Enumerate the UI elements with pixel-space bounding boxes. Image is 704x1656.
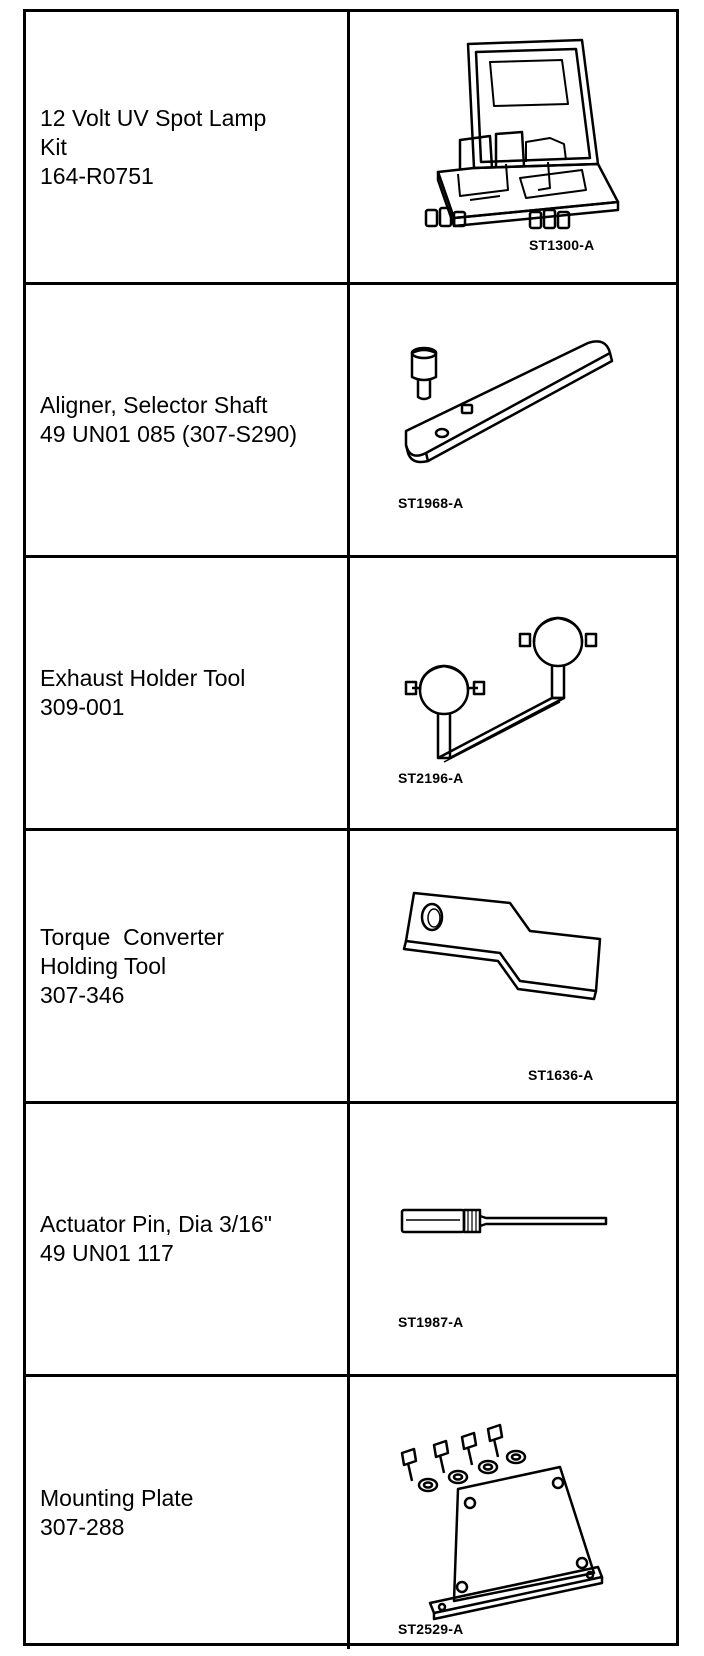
- illustration-code: ST1300-A: [529, 237, 595, 253]
- tool-description-cell: [26, 831, 350, 1101]
- uv-lamp-kit-icon: [350, 12, 676, 282]
- tool-description: [40, 1210, 272, 1268]
- tool-description: [40, 1484, 193, 1542]
- tool-description-cell: [26, 285, 350, 555]
- tool-row: [26, 1104, 676, 1377]
- tool-name-line: Actuator Pin, Dia 3/16": [40, 1211, 272, 1237]
- illustration-code: ST2196-A: [398, 770, 464, 786]
- mounting-plate-icon: [350, 1377, 676, 1647]
- tool-illustration-cell: [350, 12, 676, 282]
- tool-row: [26, 1377, 676, 1649]
- tool-name-line: Holding Tool: [40, 952, 167, 979]
- tool-name-line: Mounting Plate: [40, 1485, 194, 1511]
- tool-illustration-cell: [350, 1104, 676, 1374]
- tool-description-cell: [26, 12, 350, 282]
- tool-name-line: 12 Volt UV Spot Lamp: [40, 104, 267, 131]
- tool-row: [26, 285, 676, 558]
- tool-illustration-cell: [350, 1377, 676, 1649]
- tool-description-cell: [26, 558, 350, 828]
- tool-name-line: Kit: [40, 133, 67, 160]
- tool-row: [26, 12, 676, 285]
- tool-number: 307-288: [40, 1514, 125, 1540]
- special-tools-table: [23, 9, 679, 1646]
- illustration-code: ST2529-A: [398, 1621, 464, 1637]
- tool-number: 307-346: [40, 981, 125, 1008]
- exhaust-holder-icon: [350, 558, 676, 828]
- tool-number: 164-R0751: [40, 162, 154, 189]
- tool-description-cell: [26, 1377, 350, 1649]
- tool-description: [40, 923, 224, 1010]
- actuator-pin-icon: [350, 1104, 676, 1374]
- tool-illustration-cell: [350, 285, 676, 555]
- tool-description: [40, 104, 266, 191]
- tool-row: [26, 831, 676, 1104]
- tool-number: 49 UN01 117: [40, 1240, 174, 1266]
- tool-description: [40, 664, 245, 722]
- illustration-code: ST1987-A: [398, 1314, 464, 1330]
- tool-number: 49 UN01 085 (307-S290): [40, 421, 297, 447]
- tool-description-cell: [26, 1104, 350, 1374]
- tool-row: [26, 558, 676, 831]
- tool-illustration-cell: [350, 558, 676, 828]
- illustration-code: ST1636-A: [528, 1067, 594, 1083]
- tool-name-line: Aligner, Selector Shaft: [40, 392, 268, 418]
- tool-number: 309-001: [40, 694, 125, 720]
- torque-converter-holder-icon: [350, 831, 676, 1101]
- illustration-code: ST1968-A: [398, 495, 464, 511]
- tool-description: [40, 391, 297, 449]
- tool-name-line: Torque Converter: [40, 923, 225, 950]
- selector-shaft-aligner-icon: [350, 285, 676, 555]
- tool-illustration-cell: [350, 831, 676, 1101]
- tool-name-line: Exhaust Holder Tool: [40, 665, 246, 691]
